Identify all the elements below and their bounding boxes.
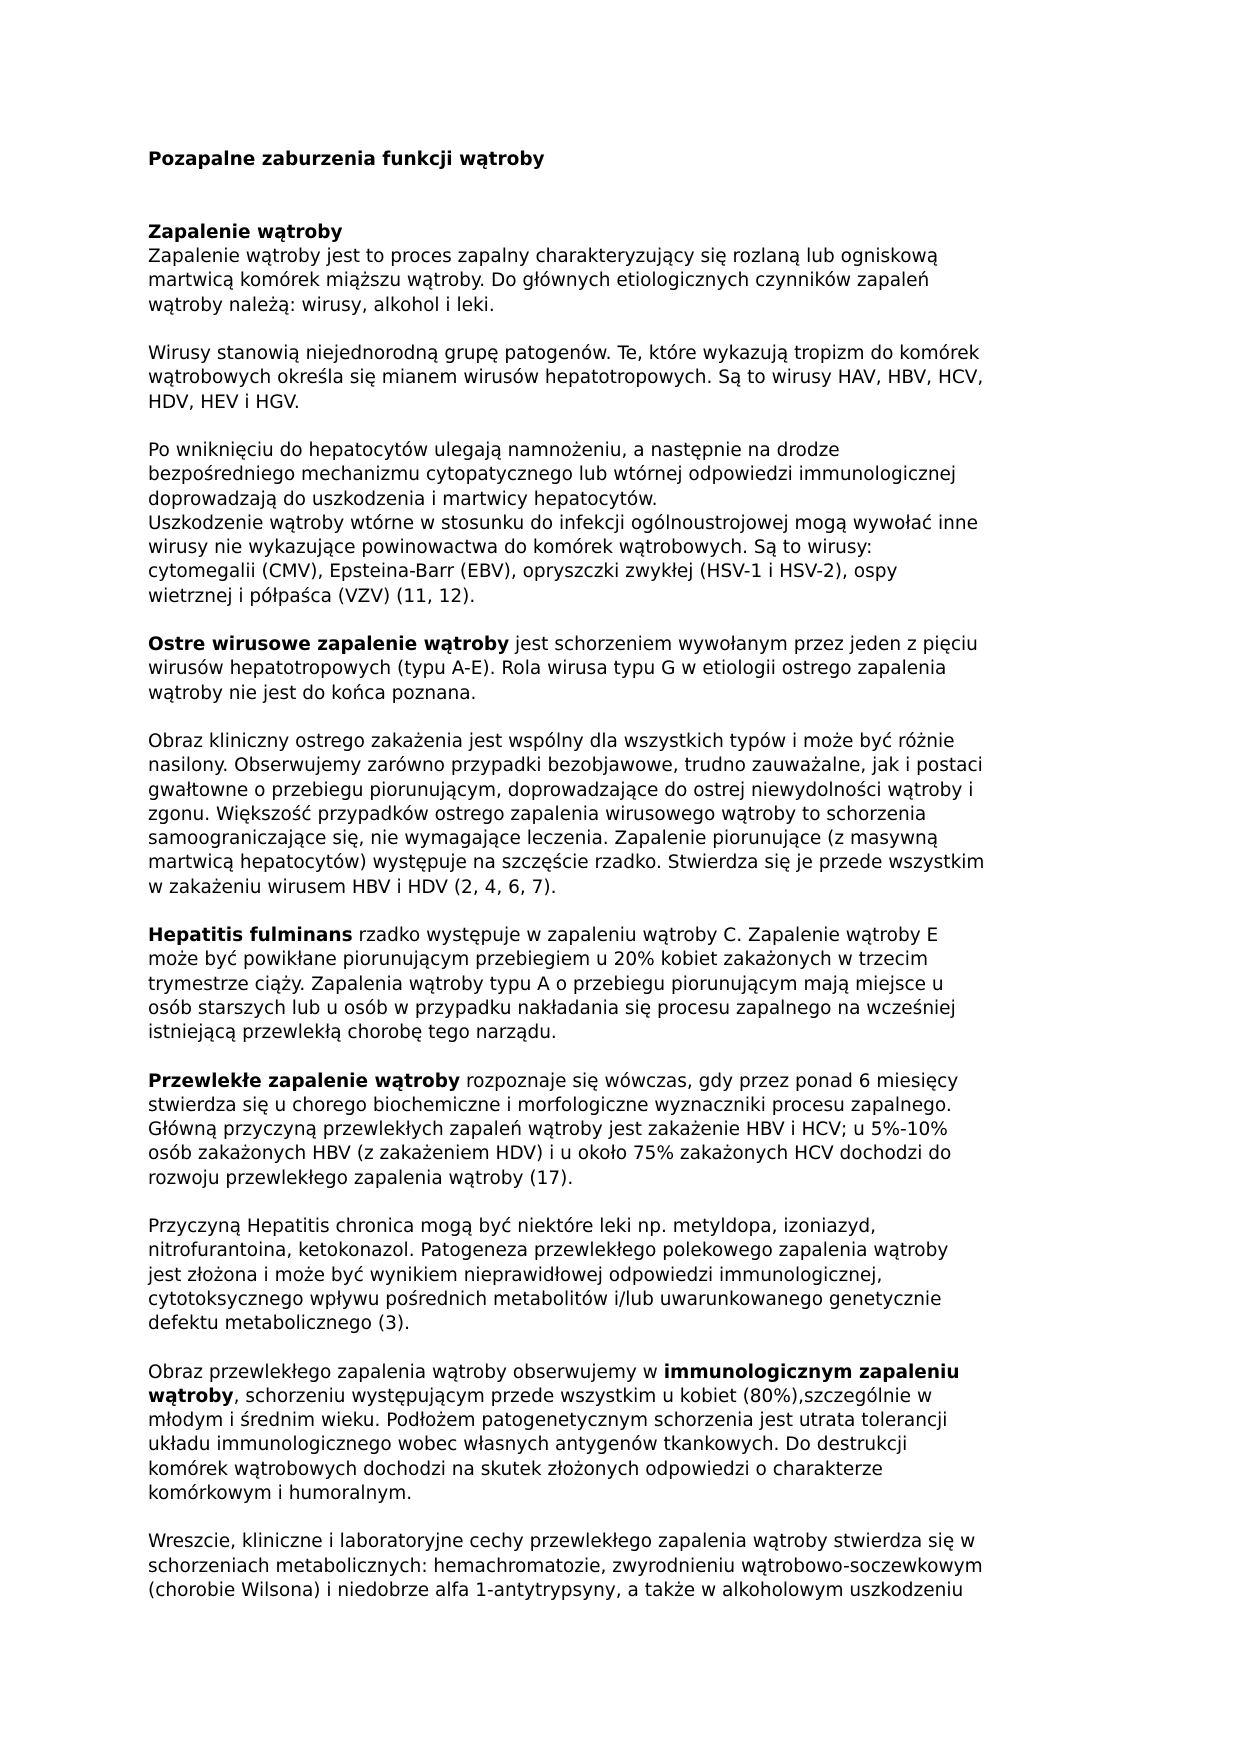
text-span: układu immunologicznego wobec własnych antygenów tkankowych. Do destrukcji	[148, 1434, 908, 1456]
text-line	[148, 1070, 1128, 1094]
text-line	[148, 294, 1128, 318]
text-span: Główną przyczyną przewlekłych zapaleń wątroby jest zakażenie HBV i HCV; u 5%-10%	[148, 1119, 948, 1140]
text-line	[148, 560, 1128, 584]
bold-term: Przewlekłe zapalenie wątroby	[148, 1070, 461, 1092]
text-span: może być powikłane piorunującym przebiegiem u 20% kobiet zakażonych w trzecim	[148, 949, 928, 971]
text-line	[148, 1118, 1128, 1142]
document-page	[148, 148, 1128, 1627]
text-line	[148, 657, 1128, 681]
text-line	[148, 1167, 1128, 1191]
text-line	[148, 682, 1128, 706]
text-line	[148, 1312, 1128, 1336]
text-span: schorzeniach metabolicznych: hemachromatozie, zwyrodnieniu wątrobowo-soczewkowym	[148, 1555, 983, 1577]
text-span: Uszkodzenie wątroby wtórne w stosunku do infekcji ogólnoustrojowej mogą wywołać inne	[148, 512, 978, 534]
text-span: Wreszcie, kliniczne i laboratoryjne cechy przewlekłego zapalenia wątroby stwierdza się w	[148, 1531, 976, 1553]
text-span: komórek wątrobowych dochodzi na skutek złożonych odpowiedzi o charakterze	[148, 1458, 883, 1480]
text-span: Obraz kliniczny ostrego zakażenia jest wspólny dla wszystkich typów i może być różnie	[148, 731, 955, 752]
text-line	[148, 1094, 1128, 1118]
text-line	[148, 1458, 1128, 1482]
text-span: doprowadzają do uszkodzenia i martwicy hepatocytów.	[148, 488, 658, 510]
text-line	[148, 536, 1128, 560]
text-span: wirusów hepatotropowych (typu A-E). Rola wirusa typu G w etiologii ostrego zapalenia	[148, 658, 947, 680]
text-span: wątroby należą: wirusy, alkohol i leki.	[148, 294, 495, 316]
paragraph	[148, 924, 1128, 1045]
text-span: w zakażeniu wirusem HBV i HDV (2, 4, 6, 7).	[148, 876, 557, 898]
paragraph	[148, 730, 1128, 900]
text-line	[148, 585, 1128, 609]
document-body	[148, 221, 1128, 1603]
text-line	[148, 779, 1128, 803]
text-span: defektu metabolicznego (3).	[148, 1313, 410, 1334]
text-line	[148, 1142, 1128, 1166]
text-span: cytomegalii (CMV), Epsteina-Barr (EBV), opryszczki zwykłej (HSV-1 i HSV-2), ospy	[148, 561, 898, 583]
text-line	[148, 221, 1128, 245]
text-span: Wirusy stanowią niejednorodną grupę patogenów. Te, które wykazują tropizm do komórek	[148, 343, 980, 364]
text-line	[148, 1361, 1128, 1385]
text-span: Po wniknięciu do hepatocytów ulegają namnożeniu, a następnie na drodze	[148, 440, 840, 461]
text-span: trymestrze ciąży. Zapalenia wątroby typu A o przebiegu piorunującym mają miejsce u	[148, 973, 944, 995]
bold-term: immunologicznym zapaleniu	[663, 1361, 960, 1383]
text-line	[148, 488, 1128, 512]
text-span: wirusy nie wykazujące powinowactwa do komórek wątrobowych. Są to wirusy:	[148, 537, 873, 558]
text-span: rzadko występuje w zapaleniu wątroby C. Zapalenie wątroby E	[352, 925, 939, 946]
text-line	[148, 463, 1128, 487]
text-line	[148, 876, 1128, 900]
text-line	[148, 973, 1128, 997]
text-span: młodym i średnim wieku. Podłożem patogenetycznym schorzenia jest utrata tolerancji	[148, 1410, 948, 1431]
text-span: wątrobowych określa się mianem wirusów hepatotropowych. Są to wirusy HAV, HBV, HCV,	[148, 367, 984, 389]
paragraph	[148, 221, 1128, 318]
text-line	[148, 1482, 1128, 1506]
text-span: jest złożona i może być wynikiem nieprawidłowej odpowiedzi immunologicznej,	[148, 1264, 883, 1286]
text-line	[148, 269, 1128, 293]
text-line	[148, 1215, 1128, 1239]
text-line	[148, 342, 1128, 366]
paragraph	[148, 633, 1128, 706]
text-line	[148, 1288, 1128, 1312]
text-span: zgonu. Większość przypadków ostrego zapalenia wirusowego wątroby to schorzenia	[148, 803, 927, 825]
text-span: gwałtowne o przebiegu piorunującym, doprowadzające do ostrej niewydolności wątroby i	[148, 779, 974, 801]
text-span: jest schorzeniem wywołanym przez jeden z pięciu	[509, 634, 978, 655]
text-span: martwicą hepatocytów) występuje na szczęście rzadko. Stwierdza się je przede wszystkim	[148, 852, 985, 874]
text-span: Zapalenie wątroby jest to proces zapalny charakteryzujący się rozlaną lub ogniskową	[148, 246, 939, 267]
text-span: stwierdza się u chorego biochemiczne i morfologiczne wyznaczniki procesu zapalnego.	[148, 1094, 952, 1116]
text-span: nitrofurantoina, ketokonazol. Patogeneza przewlekłego polekowego zapalenia wątroby	[148, 1240, 949, 1262]
text-line	[148, 1239, 1128, 1263]
text-line	[148, 1433, 1128, 1457]
text-span: wątroby nie jest do końca poznana.	[148, 682, 477, 704]
text-line	[148, 391, 1128, 415]
paragraph	[148, 1070, 1128, 1191]
paragraph	[148, 1215, 1128, 1336]
text-span: osób starszych lub u osób w przypadku nakładania się procesu zapalnego na wcześniej	[148, 997, 956, 1019]
text-line	[148, 245, 1128, 269]
text-line	[148, 730, 1128, 754]
text-line	[148, 754, 1128, 778]
paragraph	[148, 439, 1128, 609]
text-span: Obraz przewlekłego zapalenia wątroby obserwujemy w	[148, 1361, 664, 1383]
text-span: , schorzeniu występującym przede wszystkim u kobiet (80%),szczególnie w	[233, 1385, 933, 1407]
text-span: rozwoju przewlekłego zapalenia wątroby (17).	[148, 1167, 574, 1189]
text-span: rozpoznaje się wówczas, gdy przez ponad 6 miesięcy	[460, 1070, 959, 1092]
text-span: wietrznej i półpaśca (VZV) (11, 12).	[148, 585, 476, 607]
bold-term: Ostre wirusowe zapalenie wątroby	[148, 634, 510, 655]
text-line	[148, 1555, 1128, 1579]
text-span: HDV, HEV i HGV.	[148, 391, 300, 413]
text-line	[148, 439, 1128, 463]
bold-term: wątroby	[148, 1385, 234, 1407]
text-span: Przyczyną Hepatitis chronica mogą być niektóre leki np. metyldopa, izoniazyd,	[148, 1216, 877, 1237]
text-line	[148, 948, 1128, 972]
text-span: martwicą komórek miąższu wątroby. Do głównych etiologicznych czynników zapaleń	[148, 270, 930, 292]
text-line	[148, 1385, 1128, 1409]
text-span: osób zakażonych HBV (z zakażeniem HDV) i u około 75% zakażonych HCV dochodzi do	[148, 1143, 952, 1165]
text-span: komórkowym i humoralnym.	[148, 1482, 413, 1504]
text-line	[148, 924, 1128, 948]
bold-term: Zapalenie wątroby	[148, 221, 343, 243]
text-line	[148, 803, 1128, 827]
text-line	[148, 1579, 1128, 1603]
text-span: samoograniczające się, nie wymagające leczenia. Zapalenie piorunujące (z masywną	[148, 828, 939, 849]
paragraph	[148, 1361, 1128, 1507]
text-span: bezpośredniego mechanizmu cytopatycznego lub wtórnej odpowiedzi immunologicznej	[148, 464, 957, 486]
bold-term: Hepatitis fulminans	[148, 925, 353, 946]
text-line	[148, 1530, 1128, 1554]
text-line	[148, 997, 1128, 1021]
text-span: istniejącą przewlekłą chorobę tego narządu.	[148, 1022, 557, 1043]
paragraph	[148, 342, 1128, 415]
paragraph	[148, 1530, 1128, 1603]
text-line	[148, 1021, 1128, 1045]
document-title: Pozapalne zaburzenia funkcji wątroby	[148, 149, 545, 170]
text-line	[148, 512, 1128, 536]
text-line	[148, 827, 1128, 851]
text-line	[148, 1264, 1128, 1288]
text-line	[148, 1409, 1128, 1433]
text-span: nasilony. Obserwujemy zarówno przypadki bezobjawowe, trudno zauważalne, jak i postaci	[148, 755, 983, 777]
text-span: cytotoksycznego wpływu pośrednich metabolitów i/lub uwarunkowanego genetycznie	[148, 1288, 942, 1310]
text-span: (chorobie Wilsona) i niedobrze alfa 1-antytrypsyny, a także w alkoholowym uszkodzeniu	[148, 1579, 964, 1601]
text-line	[148, 851, 1128, 875]
text-line	[148, 366, 1128, 390]
text-line	[148, 633, 1128, 657]
